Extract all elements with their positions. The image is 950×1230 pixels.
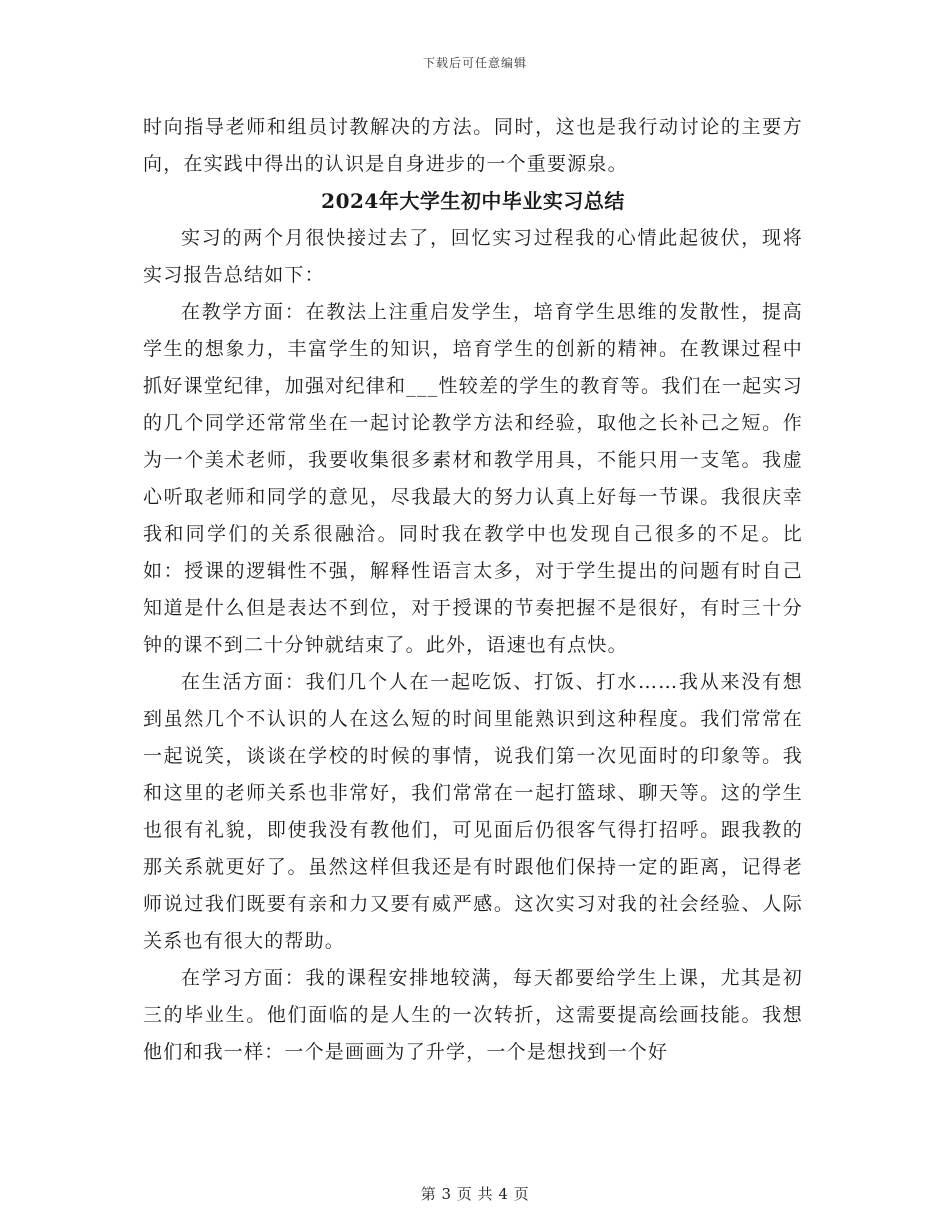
paragraph-life: 在生活方面：我们几个人在一起吃饭、打饭、打水……我从来没有想到虽然几个不认识的人在这么短的时间里能熟识到这种程度。我们常常在一起说笑，谈谈在学校的时候的事情，说我们第一次见面时的印象等。我和这里的老师关系也非常好，我们常常在一起打篮球、聊天等。这的学生也很有礼貌，即使我没有教他们，可见面后仍很客气得打招呼。跟我教的那关系就更好了。虽然这样但我还是有时跟他们保持一定的距离，记得老师说过我们既要有亲和力又要有威严感。这次实习对我的社会经验、人际关系也有很大的帮助。 [143,671,803,952]
page-number: 第 3 页 共 4 页 [420,1185,530,1203]
document-body [143,109,803,1071]
paragraph-intro: 实习的两个月很快接过去了，回忆实习过程我的心情此起彼伏，现将实习报告总结如下： [143,227,803,286]
paragraph-study: 在学习方面：我的课程安排地较满，每天都要给学生上课，尤其是初三的毕业生。他们面临的是人生的一次转折，这需要提高绘画技能。我想他们和我一样：一个是画画为了升学，一个是想找到一个好 [143,967,803,1063]
paragraph-teaching: 在教学方面：在教法上注重启发学生，培育学生思维的发散性，提高学生的想象力，丰富学生的知识，培育学生的创新的精神。在教课过程中抓好课堂纪律，加强对纪律和___性较差的学生的教育等。我们在一起实习的几个同学还常常坐在一起讨论教学方法和经验，取他之长补己之短。作为一个美术老师，我要收集很多素材和教学用具，不能只用一支笔。我虚心听取老师和同学的意见，尽我最大的努力认真上好每一节课。我很庆幸我和同学们的关系很融洽。同时我在教学中也发现自己很多的不足。比如：授课的逻辑性不强，解释性语言太多，对于学生提出的问题有时自己知道是什么但是表达不到位，对于授课的节奏把握不是很好，有时三十分钟的课不到二十分钟就结束了。此外，语速也有点快。 [143,301,803,656]
continuation-paragraph: 时向指导老师和组员讨教解决的方法。同时，这也是我行动讨论的主要方向，在实践中得出的认识是自身进步的一个重要源泉。 [143,116,803,175]
section-title: 2024年大学生初中毕业实习总结 [321,189,625,213]
header-note: 下载后可任意编辑 [422,56,527,70]
